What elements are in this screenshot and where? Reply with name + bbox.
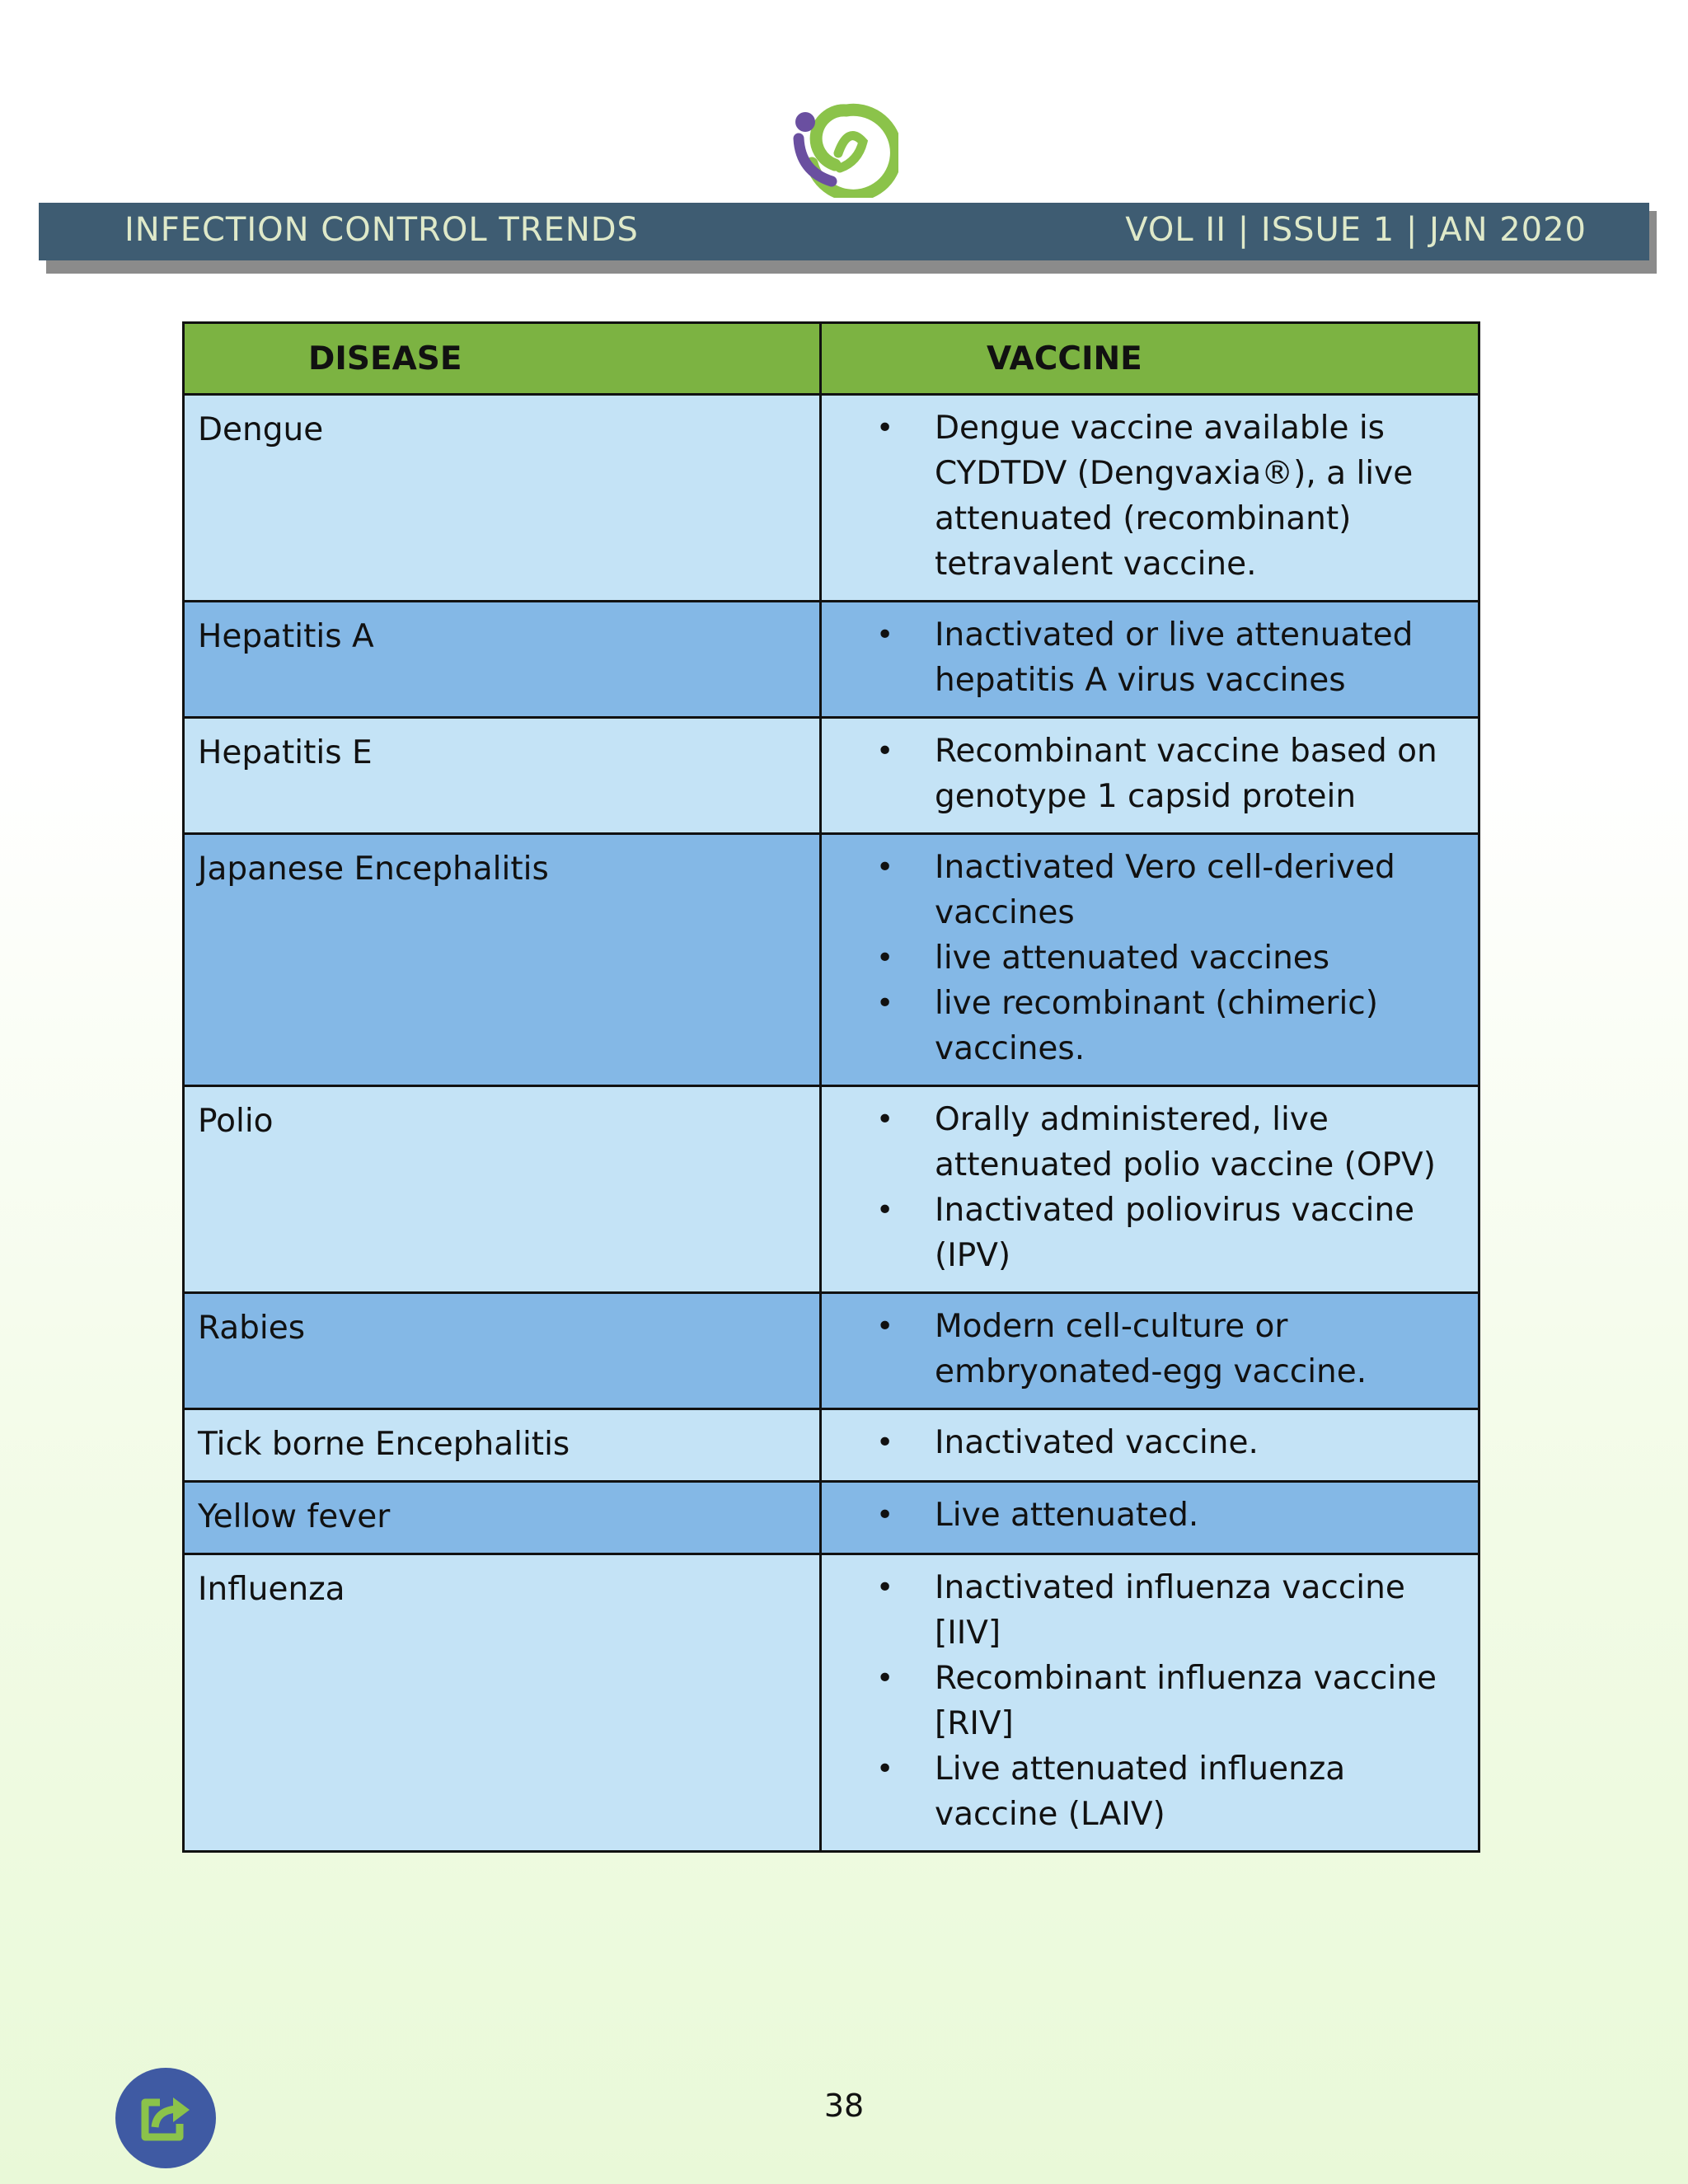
vaccine-table: [182, 321, 1480, 1853]
vaccine-item: • Inactivated poliovirus vaccine (IPV): [822, 1188, 1465, 1278]
vaccine-cell: [821, 1482, 1479, 1554]
vaccine-item: • live attenuated vaccines: [822, 935, 1465, 981]
vaccine-list: [822, 1493, 1465, 1538]
disease-cell: Tick borne Encephalitis: [184, 1409, 821, 1482]
vaccine-item: • Inactivated vaccine.: [822, 1420, 1465, 1465]
vaccine-list: [822, 1097, 1465, 1278]
disease-cell: Japanese Encephalitis: [184, 834, 821, 1086]
table-row: [184, 1293, 1479, 1409]
table-row: [184, 1554, 1479, 1852]
table-row: [184, 834, 1479, 1086]
vaccine-cell: [821, 395, 1479, 602]
vaccine-item: • Inactivated influenza vaccine [IIV]: [822, 1565, 1465, 1656]
disease-cell: Yellow fever: [184, 1482, 821, 1554]
disease-cell: Dengue: [184, 395, 821, 602]
vaccine-item: • Recombinant influenza vaccine [RIV]: [822, 1656, 1465, 1746]
table-row: [184, 1086, 1479, 1293]
issue-info: VOL II | ISSUE 1 | JAN 2020: [1125, 211, 1587, 249]
ic-logo-icon: [787, 92, 898, 198]
vaccine-item: • Orally administered, live attenuated polio vaccine (OPV): [822, 1097, 1465, 1188]
disease-column-header: DISEASE: [184, 323, 821, 395]
share-icon: [137, 2089, 195, 2147]
share-button[interactable]: [115, 2068, 216, 2168]
vaccine-cell: [821, 1409, 1479, 1482]
table-row: [184, 602, 1479, 718]
vaccine-item: • Dengue vaccine available is CYDTDV (Dengvaxia®), a live attenuated (recombinant) tetravalent vaccine.: [822, 405, 1465, 587]
table-row: [184, 395, 1479, 602]
publication-title: INFECTION CONTROL TRENDS: [124, 211, 639, 249]
vaccine-list: [822, 1420, 1465, 1465]
disease-cell: Polio: [184, 1086, 821, 1293]
vaccine-list: [822, 612, 1465, 703]
vaccine-list: [822, 845, 1465, 1071]
disease-cell: Rabies: [184, 1293, 821, 1409]
vaccine-item: • Inactivated Vero cell-derived vaccines: [822, 845, 1465, 935]
disease-cell: Hepatitis A: [184, 602, 821, 718]
vaccine-item: • Recombinant vaccine based on genotype 1 capsid protein: [822, 729, 1465, 819]
vaccine-list: [822, 405, 1465, 587]
table-row: [184, 718, 1479, 834]
vaccine-column-header: VACCINE: [821, 323, 1479, 395]
vaccine-cell: [821, 1086, 1479, 1293]
vaccine-cell: [821, 718, 1479, 834]
vaccine-list: [822, 729, 1465, 819]
vaccine-cell: [821, 1293, 1479, 1409]
vaccine-item: • Modern cell-culture or embryonated-egg vaccine.: [822, 1304, 1465, 1394]
vaccine-list: [822, 1304, 1465, 1394]
table-row: [184, 1409, 1479, 1482]
table-header-row: [184, 323, 1479, 395]
disease-cell: Influenza: [184, 1554, 821, 1852]
table-row: [184, 1482, 1479, 1554]
vaccine-item: • Live attenuated.: [822, 1493, 1465, 1538]
vaccine-item: • Inactivated or live attenuated hepatitis A virus vaccines: [822, 612, 1465, 703]
header-banner: [39, 203, 1649, 260]
vaccine-list: [822, 1565, 1465, 1837]
vaccine-cell: [821, 834, 1479, 1086]
disease-cell: Hepatitis E: [184, 718, 821, 834]
table-body: [184, 395, 1479, 1852]
vaccine-cell: [821, 1554, 1479, 1852]
vaccine-cell: [821, 602, 1479, 718]
vaccine-item: • live recombinant (chimeric) vaccines.: [822, 981, 1465, 1071]
vaccine-item: • Live attenuated influenza vaccine (LAIV): [822, 1746, 1465, 1837]
page-number: 38: [823, 2088, 865, 2124]
